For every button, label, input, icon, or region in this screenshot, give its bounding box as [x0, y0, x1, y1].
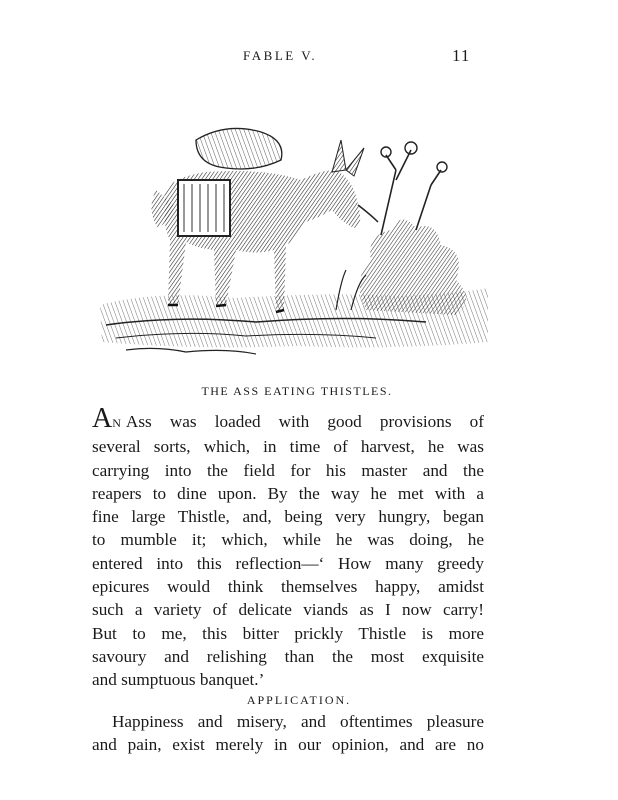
running-head [0, 48, 618, 68]
first-line-text: Ass was loaded with good provisions of [125, 412, 484, 431]
fable-line: carrying into the field for his master and the [92, 460, 484, 480]
fable-line-first [92, 403, 484, 435]
donkey-engraving-illustration [96, 110, 488, 360]
page-number: 11 [452, 46, 471, 65]
fable-line: several sorts, which, in time of harvest, he was [92, 437, 484, 457]
drop-cap: A [92, 403, 113, 434]
application-body [92, 710, 484, 757]
running-head-title: FABLE V. [243, 48, 318, 63]
fable-line: entered into this reflection—‘ How many greedy [92, 553, 484, 573]
fable-line: But to me, this bitter prickly Thistle is more [92, 623, 484, 643]
illustration-caption [0, 384, 618, 399]
caption-text: THE ASS EATING THISTLES. [201, 384, 393, 398]
application-line: Happiness and misery, and oftentimes pleasure [112, 712, 484, 731]
fable-line-last: and sumptuous banquet.’ [92, 670, 265, 690]
application-line: and pain, exist merely in our opinion, and are no [92, 735, 484, 755]
small-cap: N [112, 416, 122, 430]
fable-line: reapers to dine upon. By the way he met with a [92, 483, 484, 503]
fable-line: such a variety of delicate viands as I now carry! [92, 600, 484, 620]
fable-line: fine large Thistle, and, being very hungry, began [92, 507, 484, 527]
fable-line: epicures would think themselves happy, amidst [92, 577, 484, 597]
fable-line: to mumble it; which, while he was doing, he [92, 530, 484, 550]
application-heading-text: APPLICATION. [246, 693, 352, 707]
application-heading [0, 693, 618, 708]
fable-body [92, 403, 484, 692]
fable-line: savoury and relishing than the most exquisite [92, 646, 484, 666]
